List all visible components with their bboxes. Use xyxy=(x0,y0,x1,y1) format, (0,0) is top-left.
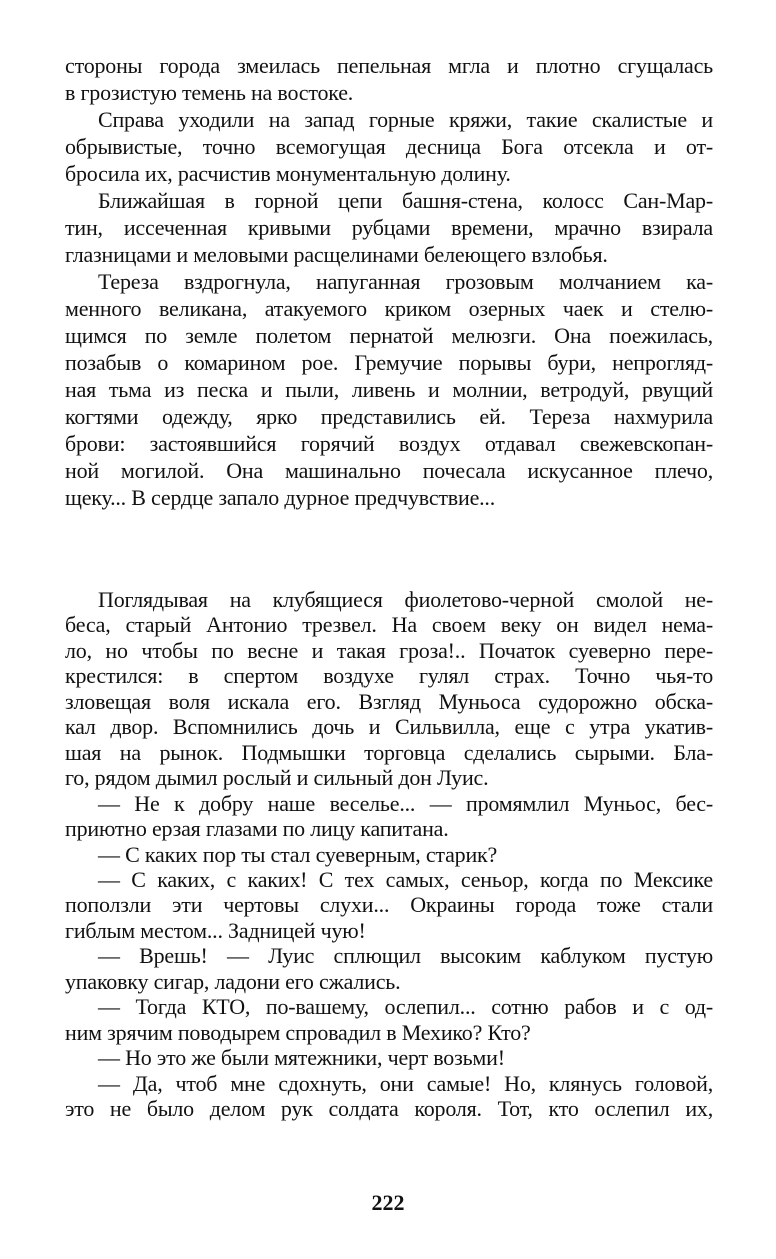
text-line: шая на рынок. Подмышки торговца сделались сырыми. Бла- xyxy=(65,739,713,765)
text-line: стороны города змеилась пепельная мгла и плотно сгущалась xyxy=(65,53,713,78)
text-line: Тереза вздрогнула, напуганная грозовым молчанием ка- xyxy=(98,269,713,294)
paragraph xyxy=(65,52,713,106)
text-section-1 xyxy=(65,52,713,511)
text-line: Поглядывая на клубящиеся фиолетово-черной смолой не- xyxy=(98,587,713,612)
text-line: упаковку сигар, ладони его сжались. xyxy=(65,968,401,994)
text-line: зловещая воля искала его. Взгляд Муньоса судорожно обска- xyxy=(65,688,713,714)
text-line: бросила их, расчистив монументальную долину. xyxy=(65,161,511,186)
page-number: 222 xyxy=(371,1190,405,1215)
text-line: го, рядом дымил рослый и сильный дон Луис. xyxy=(65,765,489,791)
text-line: щеку... В сердце запало дурное предчувствие... xyxy=(65,485,496,510)
text-line: — Не к добру наше веселье... — промямлил Муньос, бес- xyxy=(98,790,713,816)
text-line: беса, старый Антонио трезвел. На своем веку он видел нема- xyxy=(65,612,713,638)
paragraph xyxy=(65,791,713,842)
paragraph xyxy=(65,943,713,994)
text-line: щимся по земле полетом пернатой мелюзги. Она поежилась, xyxy=(65,323,713,348)
text-line: брови: застоявшийся горячий воздух отдавал свежевскопан- xyxy=(65,431,713,456)
paragraph xyxy=(65,842,713,867)
text-line: ной могилой. Она машинально почесала искусанное плечо, xyxy=(65,458,713,483)
text-line: обрывистые, точно всемогущая десница Бога отсекла и от- xyxy=(65,134,713,159)
text-line: — Да, чтоб мне сдохнуть, они самые! Но, клянусь головой, xyxy=(98,1070,713,1096)
text-line: глазницами и меловыми расщелинами белеющего взлобья. xyxy=(65,242,608,267)
paragraph xyxy=(65,994,713,1045)
paragraph xyxy=(65,587,713,791)
text-line: — Тогда КТО, по-вашему, ослепил... сотню рабов и с од- xyxy=(98,994,713,1020)
text-line: ним зрячим поводырем спровадил в Мехико? Кто? xyxy=(65,1019,531,1045)
text-line: — Врешь! — Луис сплющил высоким каблуком пустую xyxy=(98,943,713,969)
text-line: ло, но чтобы по весне и такая гроза!.. Початок суеверно пере- xyxy=(65,637,713,663)
text-line: крестился: в спертом воздухе гулял страх. Точно чья-то xyxy=(65,663,713,689)
text-line: это не было делом рук солдата короля. Тот, кто ослепил их, xyxy=(65,1096,713,1122)
text-line: Ближайшая в горной цепи башня-стена, колосс Сан-Мар- xyxy=(98,188,713,213)
text-line: — С каких пор ты стал суеверным, старик? xyxy=(98,841,498,867)
text-line: гиблым местом... Задницей чую! xyxy=(65,917,366,943)
text-line: Справа уходили на запад горные кряжи, такие скалистые и xyxy=(98,107,713,132)
text-line: ная тьма из песка и пыли, ливень и молнии, ветродуй, рвущий xyxy=(65,377,713,402)
paragraph xyxy=(65,106,713,187)
text-line: менного великана, атакуемого криком озерных чаек и стелю- xyxy=(65,296,713,321)
text-line: когтями одежду, ярко представились ей. Тереза нахмурила xyxy=(65,404,713,429)
paragraph xyxy=(65,867,713,943)
text-line: поползли эти чертовы слухи... Окраины города тоже стали xyxy=(65,892,713,918)
paragraph xyxy=(65,1045,713,1070)
text-line: приютно ерзая глазами по лицу капитана. xyxy=(65,816,449,842)
paragraph xyxy=(65,187,713,268)
text-section-2 xyxy=(65,587,713,1122)
text-line: — Но это же были мятежники, черт возьми! xyxy=(98,1045,505,1071)
text-line: — С каких, с каких! С тех самых, сеньор, когда по Мексике xyxy=(98,866,713,892)
text-line: позабыв о комарином рое. Гремучие порывы бури, непрогляд- xyxy=(65,350,713,375)
text-line: в грозистую темень на востоке. xyxy=(65,80,354,105)
text-line: тин, иссеченная кривыми рубцами времени, мрачно взирала xyxy=(65,215,713,240)
text-line: кал двор. Вспомнились дочь и Сильвилла, еще с утра укатив- xyxy=(65,714,713,740)
paragraph xyxy=(65,268,713,511)
paragraph xyxy=(65,1071,713,1122)
